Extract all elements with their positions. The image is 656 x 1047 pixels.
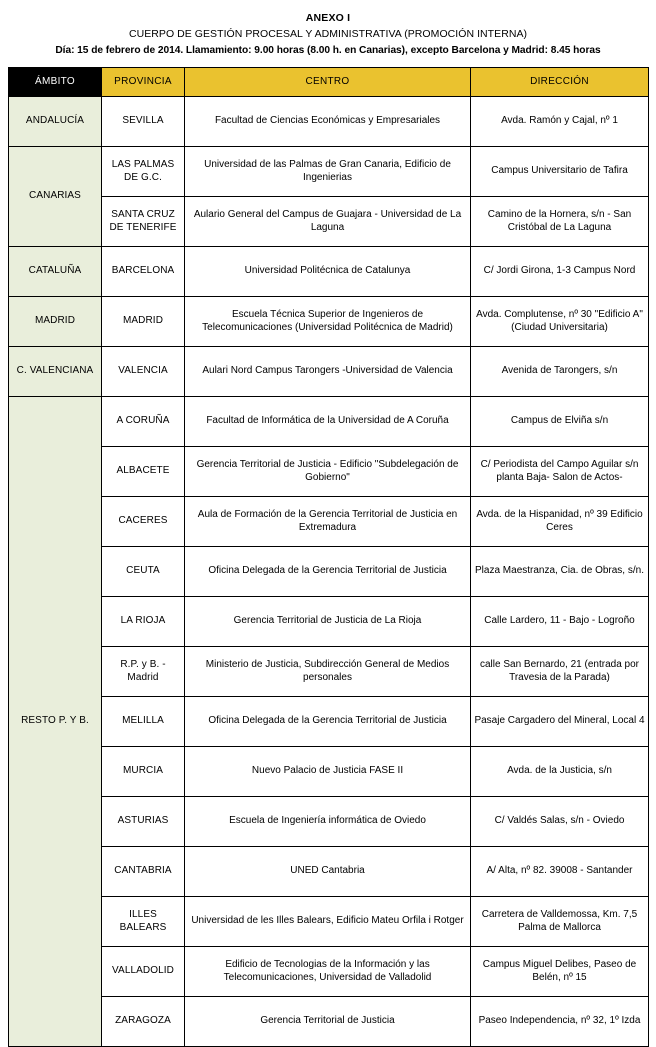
table-row [9,347,649,397]
document-header [0,0,656,58]
cell-centro: Ministerio de Justicia, Subdirección General de Medios personales [185,647,471,697]
table-row [9,447,649,497]
cell-centro: Gerencia Territorial de Justicia de La Rioja [185,597,471,647]
table-row [9,947,649,997]
table-header-row [9,68,649,97]
cell-direccion: Avda. Complutense, nº 30 "Edificio A" (Ciudad Universitaria) [471,297,649,347]
cell-provincia: MADRID [102,297,185,347]
table-row [9,397,649,447]
cell-direccion: C/ Periodista del Campo Aguilar s/n planta Baja- Salon de Actos- [471,447,649,497]
table-row [9,797,649,847]
cell-direccion: C/ Jordi Girona, 1-3 Campus Nord [471,247,649,297]
table-row [9,747,649,797]
cell-provincia: SANTA CRUZ DE TENERIFE [102,197,185,247]
table-row [9,147,649,197]
table-row [9,847,649,897]
cell-direccion: Plaza Maestranza, Cia. de Obras, s/n. [471,547,649,597]
cell-centro: Oficina Delegada de la Gerencia Territorial de Justicia [185,697,471,747]
table-row [9,197,649,247]
cell-centro: Universidad Politécnica de Catalunya [185,247,471,297]
cell-centro: Nuevo Palacio de Justicia FASE II [185,747,471,797]
cell-direccion: Avenida de Tarongers, s/n [471,347,649,397]
table-row [9,547,649,597]
cell-provincia: SEVILLA [102,97,185,147]
cell-direccion: Campus Universitario de Tafira [471,147,649,197]
cell-direccion: Pasaje Cargadero del Mineral, Local 4 [471,697,649,747]
cell-provincia: ILLES BALEARS [102,897,185,947]
cell-direccion: Campus de Elviña s/n [471,397,649,447]
cell-provincia: VALLADOLID [102,947,185,997]
cell-centro: UNED Cantabria [185,847,471,897]
cell-centro: Oficina Delegada de la Gerencia Territorial de Justicia [185,547,471,597]
cell-ambito: C. VALENCIANA [9,347,102,397]
cell-centro: Edificio de Tecnologias de la Información y las Telecomunicaciones, Universidad de Valladolid [185,947,471,997]
cell-ambito: RESTO P. Y B. [9,397,102,1047]
cell-ambito: ANDALUCÍA [9,97,102,147]
cell-direccion: Avda. de la Justicia, s/n [471,747,649,797]
cell-centro: Facultad de Ciencias Económicas y Empresariales [185,97,471,147]
cell-direccion: Carretera de Valldemossa, Km. 7,5 Palma de Mallorca [471,897,649,947]
cell-provincia: ASTURIAS [102,797,185,847]
table-row [9,297,649,347]
cell-ambito: CANARIAS [9,147,102,247]
cell-provincia: LAS PALMAS DE G.C. [102,147,185,197]
cell-direccion: Calle Lardero, 11 - Bajo - Logroño [471,597,649,647]
cell-provincia: A CORUÑA [102,397,185,447]
page-title: ANEXO I [305,12,351,24]
cell-provincia: BARCELONA [102,247,185,297]
cell-provincia: MURCIA [102,747,185,797]
table-header [9,68,649,97]
table-row [9,897,649,947]
cell-centro: Gerencia Territorial de Justicia [185,997,471,1047]
column-header-direccion: DIRECCIÓN [471,68,649,97]
cell-centro: Facultad de Informática de la Universidad de A Coruña [185,397,471,447]
cell-direccion: Campus Miguel Delibes, Paseo de Belén, nº 15 [471,947,649,997]
cell-direccion: Avda. Ramón y Cajal, nº 1 [471,97,649,147]
cell-centro: Universidad de les Illes Balears, Edificio Mateu Orfila i Rotger [185,897,471,947]
cell-centro: Escuela de Ingeniería informática de Oviedo [185,797,471,847]
cell-provincia: ALBACETE [102,447,185,497]
table-row [9,247,649,297]
cell-direccion: C/ Valdés Salas, s/n - Oviedo [471,797,649,847]
cell-provincia: CANTABRIA [102,847,185,897]
cell-provincia: MELILLA [102,697,185,747]
cell-centro: Aula de Formación de la Gerencia Territorial de Justicia en Extremadura [185,497,471,547]
cell-direccion: Paseo Independencia, nº 32, 1º Izda [471,997,649,1047]
cell-provincia: VALENCIA [102,347,185,397]
cell-centro: Aulari Nord Campus Tarongers -Universidad de Valencia [185,347,471,397]
cell-provincia: ZARAGOZA [102,997,185,1047]
cell-direccion: Camino de la Hornera, s/n - San Cristóbal de La Laguna [471,197,649,247]
table-row [9,97,649,147]
table-row [9,997,649,1047]
cell-direccion: calle San Bernardo, 21 (entrada por Travesia de la Parada) [471,647,649,697]
column-header-provincia: PROVINCIA [102,68,185,97]
table-row [9,697,649,747]
document-subtitle: CUERPO DE GESTIÓN PROCESAL Y ADMINISTRATIVA (PROMOCIÓN INTERNA) [128,28,528,40]
cell-provincia: R.P. y B. - Madrid [102,647,185,697]
column-header-centro: CENTRO [185,68,471,97]
cell-provincia: CACERES [102,497,185,547]
cell-direccion: Avda. de la Hispanidad, nº 39 Edificio Ceres [471,497,649,547]
cell-centro: Universidad de las Palmas de Gran Canaria, Edificio de Ingenierias [185,147,471,197]
cell-provincia: CEUTA [102,547,185,597]
cell-ambito: MADRID [9,297,102,347]
cell-centro: Escuela Técnica Superior de Ingenieros de Telecomunicaciones (Universidad Politécnica de Madrid) [185,297,471,347]
table-body [9,97,649,1047]
cell-ambito: CATALUÑA [9,247,102,297]
cell-centro: Gerencia Territorial de Justicia - Edificio "Subdelegación de Gobierno" [185,447,471,497]
table-row [9,497,649,547]
table-container [8,67,648,1047]
table-row [9,597,649,647]
column-header-ambito: ÁMBITO [9,68,102,97]
venues-table [8,67,649,1047]
table-row [9,647,649,697]
cell-direccion: A/ Alta, nº 82. 39008 - Santander [471,847,649,897]
document-schedule-note: Día: 15 de febrero de 2014. Llamamiento: 9.00 horas (8.00 h. en Canarias), excepto Barcelona y Madrid: 8.45 horas [55,45,601,56]
cell-provincia: LA RIOJA [102,597,185,647]
cell-centro: Aulario General del Campus de Guajara - Universidad de La Laguna [185,197,471,247]
